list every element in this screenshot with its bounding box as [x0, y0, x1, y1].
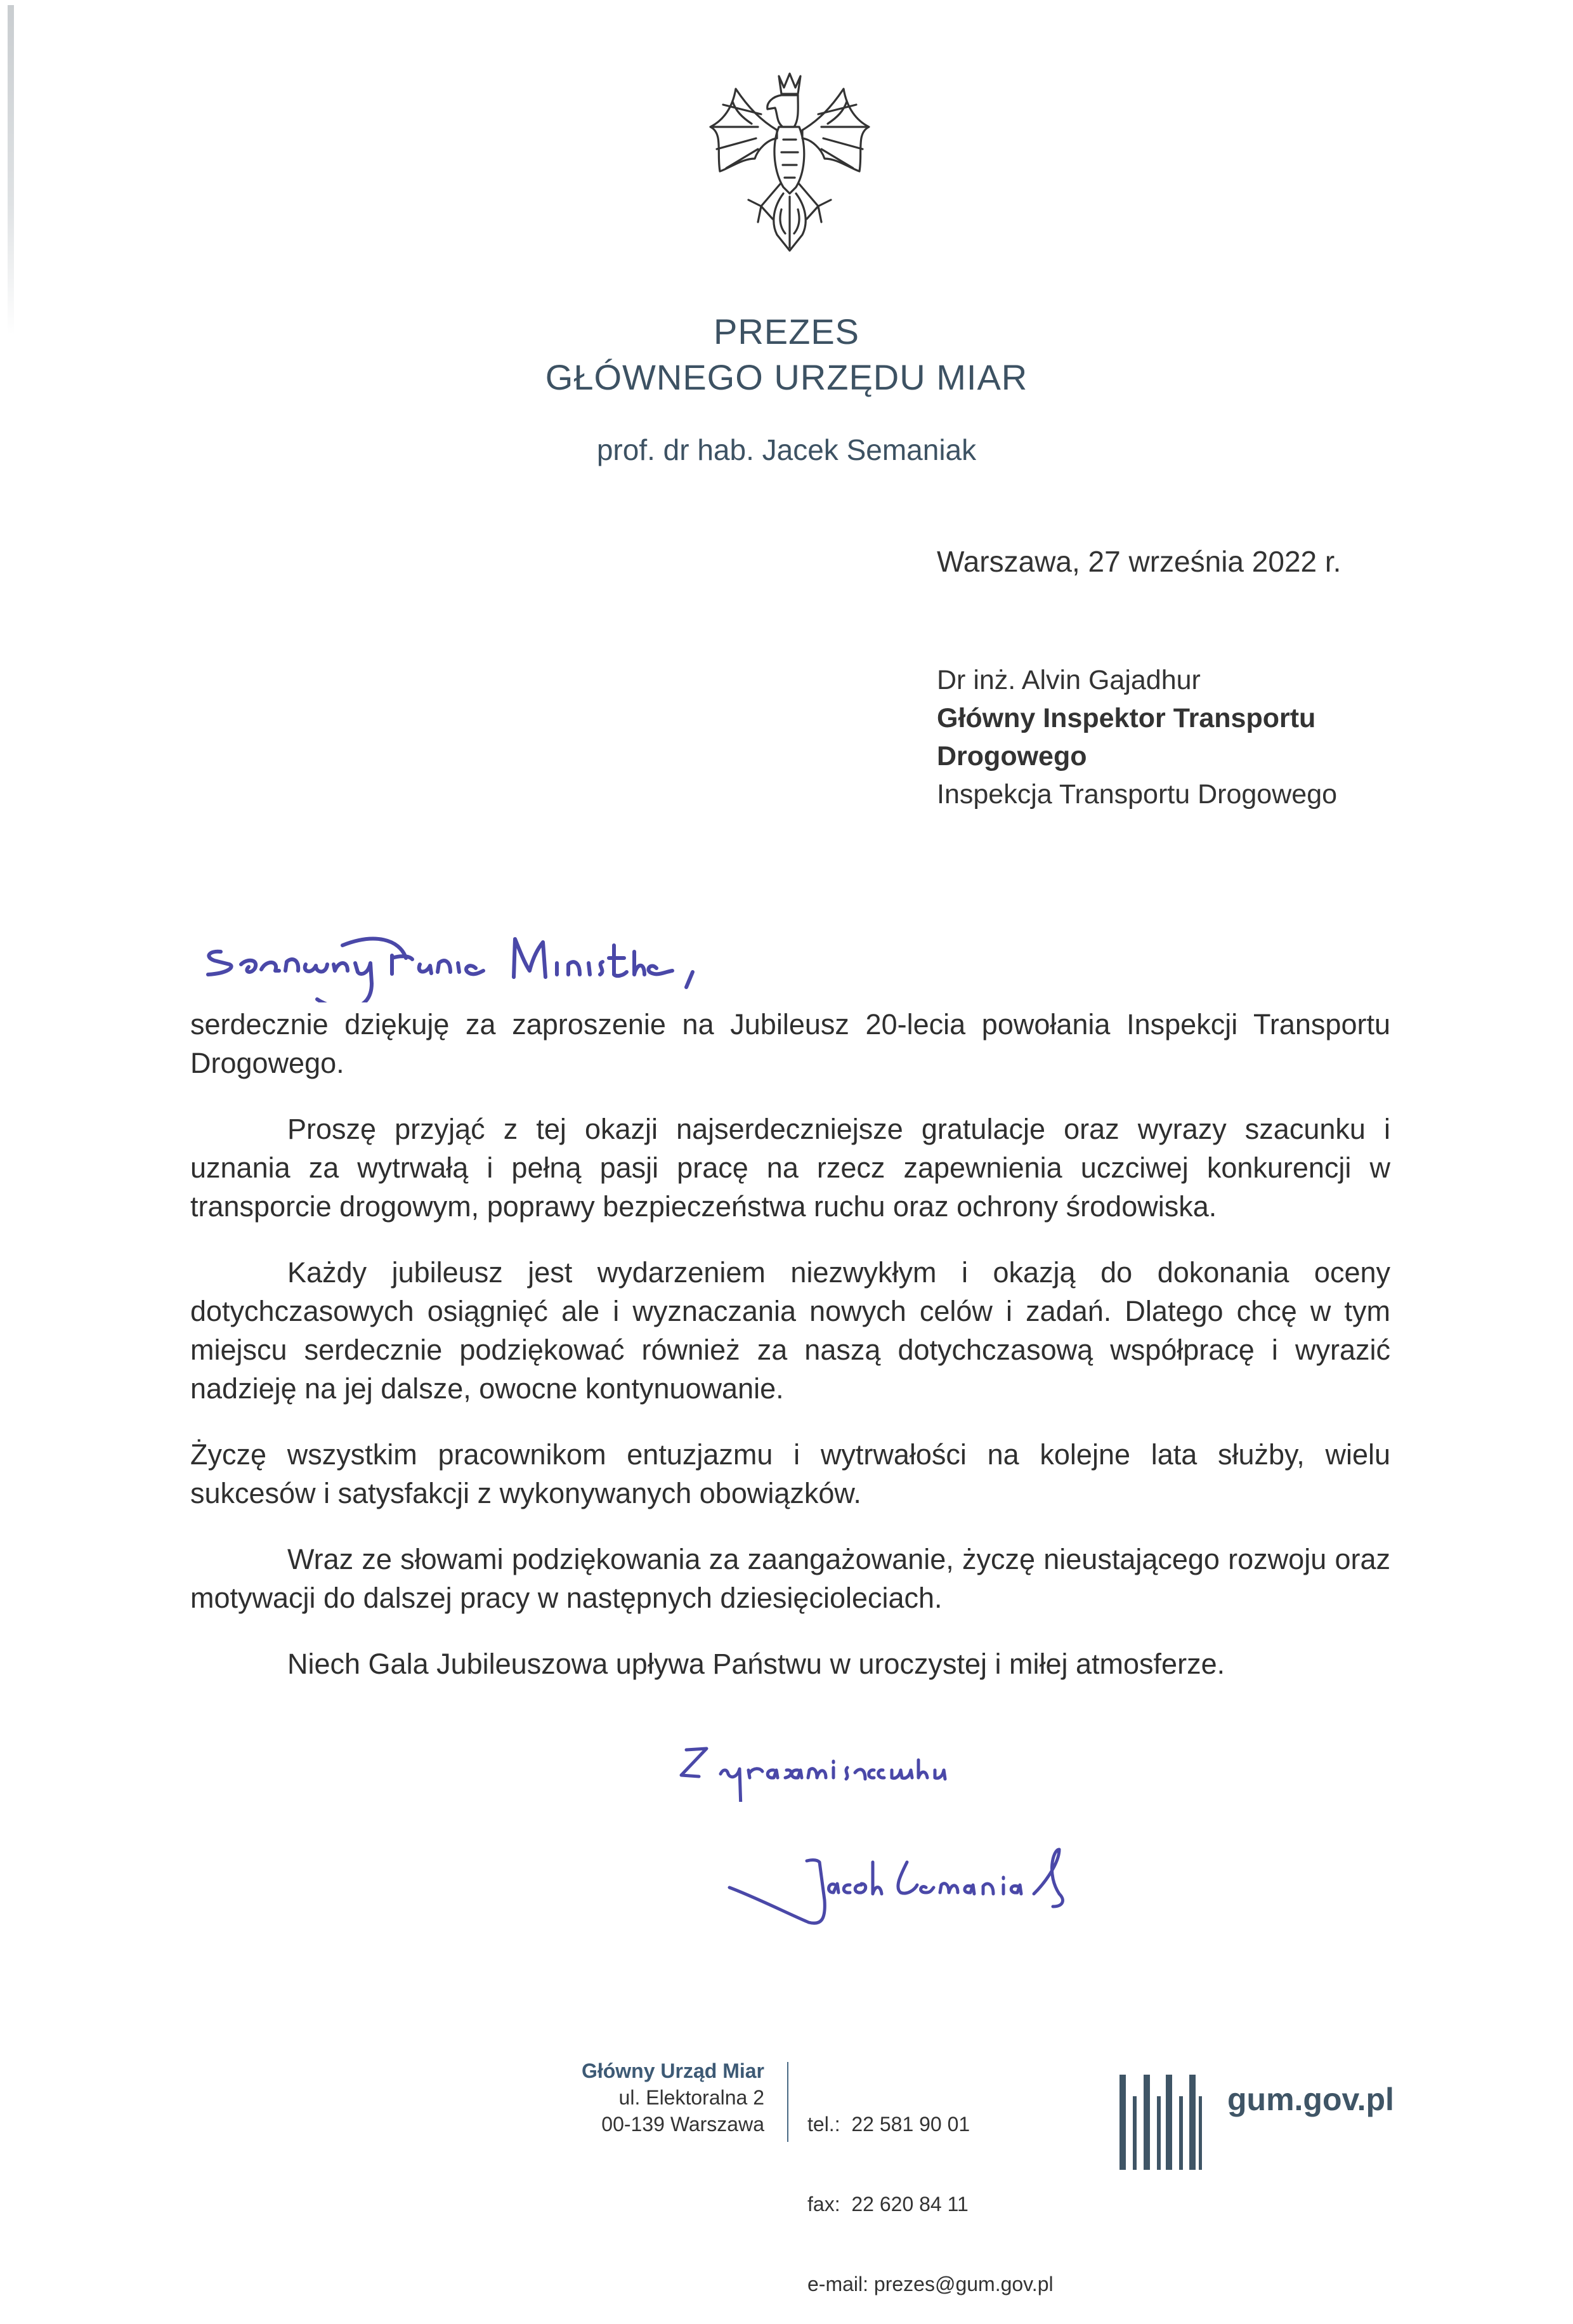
- body-paragraph: Niech Gala Jubileuszowa upływa Państwu w uroczystej i miłej atmosferze.: [287, 1648, 1225, 1680]
- footer-website-link[interactable]: gum.gov.pl: [1227, 2082, 1394, 2117]
- handwritten-salutation: [190, 914, 812, 1002]
- recipient-title-line2: Drogowego: [937, 741, 1087, 771]
- body-paragraph: Życzę wszystkim pracownikom entuzjazmu i wytrwałości na kolejne lata służby, wielu sukcesów i satysfakcji z wykonywanych obowiązków.: [190, 1438, 1390, 1509]
- footer-org-name: Główny Urząd Miar: [581, 2059, 764, 2082]
- recipient-title-line1: Główny Inspektor Transportu: [937, 703, 1316, 733]
- body-paragraph: Wraz ze słowami podziękowania za zaangażowanie, życzę nieustającego rozwoju oraz motywacji do dalszej pracy w następnych dziesięcioleciach.: [190, 1543, 1390, 1614]
- letterhead-title-institution: GŁÓWNEGO URZĘDU MIAR: [545, 357, 1028, 397]
- footer-address: [558, 2058, 764, 2137]
- letter-body: [190, 1005, 1390, 1710]
- handwritten-signature: [717, 1837, 1237, 1938]
- polish-eagle-emblem-icon: [698, 63, 882, 254]
- footer-street: ul. Elektoralna 2: [618, 2086, 764, 2109]
- handwritten-closing: [653, 1732, 1224, 1802]
- recipient-institution: Inspekcja Transportu Drogowego: [937, 779, 1338, 810]
- body-paragraph: Każdy jubileusz jest wydarzeniem niezwykłym i okazją do dokonania oceny dotychczasowych osiągnięć ale i wyznaczania nowych celów i zadań. Dlatego chcę w tym miejscu serdecznie podziękować również za naszą dotychczasową współpracę i wyrazić nadzieję na jej dalsze, owocne kontynuowanie.: [190, 1256, 1390, 1405]
- recipient-block: [937, 661, 1337, 813]
- body-paragraph: Proszę przyjąć z tej okazji najserdeczniejsze gratulacje oraz wyrazy szacunku i uznania za wytrwałą i pełną pasji pracę na rzecz zapewnienia uczciwej konkurencji w transporcie drogowym, poprawy bezpieczeństwa ruchu oraz ochrony środowiska.: [190, 1113, 1390, 1223]
- recipient-name: Dr inż. Alvin Gajadhur: [937, 665, 1201, 695]
- footer-tel: tel.: 22 581 90 01: [807, 2113, 970, 2136]
- date-line: Warszawa, 27 września 2022 r.: [937, 545, 1341, 578]
- footer-contact: [807, 2058, 1054, 2324]
- footer-postal-city: 00-139 Warszawa: [601, 2113, 764, 2136]
- gum-barcode-logo-icon: [1119, 2068, 1202, 2170]
- letterhead-title-prezes: PREZES: [713, 312, 860, 351]
- scan-edge-shadow: [8, 5, 14, 335]
- footer-fax: fax: 22 620 84 11: [807, 2193, 969, 2216]
- letterhead-author: prof. dr hab. Jacek Semaniak: [596, 433, 977, 466]
- footer-email[interactable]: e-mail: prezes@gum.gov.pl: [807, 2273, 1054, 2295]
- footer-divider: [787, 2062, 788, 2142]
- body-paragraph: serdecznie dziękuję za zaproszenie na Jubileusz 20-lecia powołania Inspekcji Transportu Drogowego.: [190, 1008, 1390, 1079]
